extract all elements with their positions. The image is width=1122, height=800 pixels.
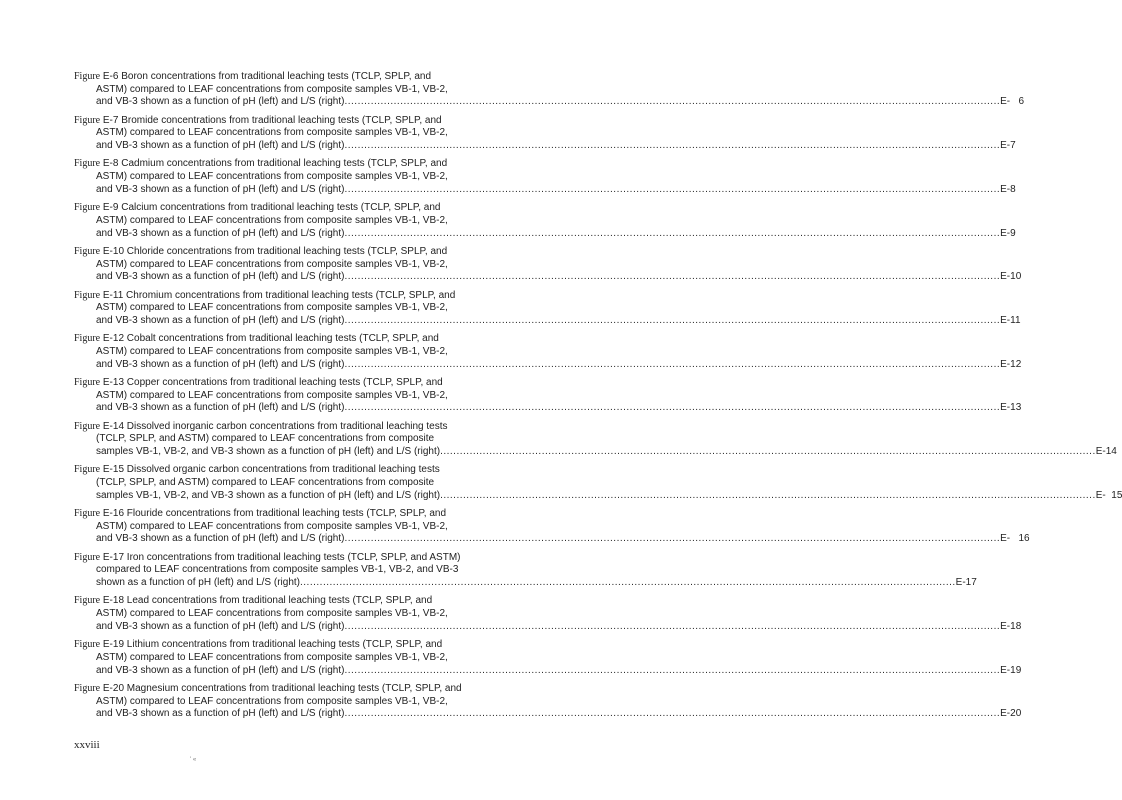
figure-entry <box>74 245 1022 284</box>
figure-entry-line <box>74 259 550 272</box>
figure-entry <box>74 114 1016 153</box>
figure-entry-last-line <box>74 140 1016 153</box>
figure-entry-line <box>74 215 550 228</box>
figure-entry-line <box>74 84 550 97</box>
figure-entry-line <box>74 302 550 315</box>
figure-caption-text: and VB-3 shown as a function of pH (left) and L/S (right) <box>96 533 345 545</box>
figure-entry <box>74 508 1030 546</box>
figure-page-ref: E- 16 <box>1000 533 1030 545</box>
dot-leader: ........................................................................................................................................................................................................ <box>344 620 1001 632</box>
figure-entry <box>74 420 1117 459</box>
figure-caption-text: shown as a function of pH (left) and L/S (right) <box>96 577 300 589</box>
figure-entry-line <box>74 127 550 140</box>
figure-caption-text: and VB-3 shown as a function of pH (left) and L/S (right) <box>96 314 345 326</box>
figure-caption-text: and VB-3 shown as a function of pH (left) and L/S (right) <box>96 227 345 239</box>
dot-leader: ........................................................................................................................................................................................................ <box>440 489 1096 501</box>
dot-leader: ........................................................................................................................................................................................................ <box>344 140 1001 152</box>
figure-entry <box>74 71 1025 109</box>
dot-leader: ........................................................................................................................................................................................................ <box>344 96 1001 108</box>
dot-leader: ........................................................................................................................................................................................................ <box>344 271 1001 283</box>
dot-leader: ........................................................................................................................................................................................................ <box>344 533 1001 545</box>
figure-entry-line <box>74 171 550 184</box>
figure-caption-text: (TCLP, SPLP, and ASTM) compared to LEAF concentrations from composite <box>96 477 435 489</box>
dot-leader: ........................................................................................................................................................................................................ <box>344 358 1001 370</box>
figure-page-ref: E-20 <box>1000 708 1022 720</box>
figure-page-ref: E- 6 <box>1000 96 1025 108</box>
figure-label: Figure <box>74 333 101 345</box>
figure-entry <box>74 333 1022 371</box>
figure-caption-text: and VB-3 shown as a function of pH (left) and L/S (right) <box>96 664 345 676</box>
figure-label: Figure <box>74 639 101 651</box>
figure-entry-line <box>74 652 550 665</box>
figure-caption-text: ASTM) compared to LEAF concentrations from composite samples VB-1, VB-2, <box>96 171 448 183</box>
figure-caption-text: samples VB-1, VB-2, and VB-3 shown as a function of pH (left) and L/S (right) <box>96 489 441 501</box>
figure-page-ref: E-12 <box>1000 358 1022 370</box>
figure-caption-text: E-13 Copper concentrations from traditional leaching tests (TCLP, SPLP, and <box>102 376 443 388</box>
figure-entry-line <box>74 639 550 652</box>
figure-label: Figure <box>74 376 101 388</box>
figure-caption-text: ASTM) compared to LEAF concentrations from composite samples VB-1, VB-2, <box>96 302 448 314</box>
figure-entry-last-line <box>74 533 1030 546</box>
figure-caption-text: E-20 Magnesium concentrations from traditional leaching tests (TCLP, SPLP, and <box>102 682 462 694</box>
figure-entry-line <box>74 477 550 490</box>
dot-leader: ........................................................................................................................................................................................................ <box>344 183 1001 195</box>
figure-page-ref: E-13 <box>1000 402 1022 414</box>
figure-entry-line <box>74 595 550 608</box>
figure-page-ref: E-10 <box>1000 271 1022 283</box>
figure-caption-text: and VB-3 shown as a function of pH (left) and L/S (right) <box>96 708 345 720</box>
figure-caption-text: and VB-3 shown as a function of pH (left) and L/S (right) <box>96 140 345 152</box>
figure-caption-text: E-15 Dissolved organic carbon concentrations from traditional leaching tests <box>102 464 440 476</box>
figure-entry <box>74 464 1122 502</box>
figure-caption-text: and VB-3 shown as a function of pH (left) and L/S (right) <box>96 358 345 370</box>
figure-caption-text: E-14 Dissolved inorganic carbon concentrations from traditional leaching tests <box>102 420 448 432</box>
figure-label: Figure <box>74 464 101 476</box>
figure-entry-last-line <box>74 577 977 590</box>
figure-caption-text: and VB-3 shown as a function of pH (left) and L/S (right) <box>96 402 345 414</box>
figure-caption-text: and VB-3 shown as a function of pH (left) and L/S (right) <box>96 183 345 195</box>
figure-caption-text: and VB-3 shown as a function of pH (left) and L/S (right) <box>96 271 345 283</box>
figure-label: Figure <box>74 202 101 214</box>
figure-caption-text: ASTM) compared to LEAF concentrations from composite samples VB-1, VB-2, <box>96 520 448 532</box>
figure-caption-text: E-9 Calcium concentrations from traditional leaching tests (TCLP, SPLP, and <box>102 202 441 214</box>
figure-caption-text: ASTM) compared to LEAF concentrations from composite samples VB-1, VB-2, <box>96 695 448 707</box>
figure-caption-text: ASTM) compared to LEAF concentrations from composite samples VB-1, VB-2, <box>96 651 448 663</box>
figure-entry-line <box>74 158 550 171</box>
figure-entry-last-line <box>74 358 1022 372</box>
figure-entry-line <box>74 464 550 477</box>
figure-entry-line <box>74 246 550 259</box>
figure-entry-last-line <box>74 620 1022 634</box>
figure-entry-last-line <box>74 708 1022 721</box>
figure-label: Figure <box>74 245 101 257</box>
figure-label: Figure <box>74 595 101 607</box>
figure-page-ref: E-8 <box>1000 183 1016 195</box>
figure-entry-line <box>74 696 550 709</box>
figure-entry-line <box>74 564 550 577</box>
figure-caption-text: and VB-3 shown as a function of pH (left) and L/S (right) <box>96 620 345 632</box>
figure-entry <box>74 376 1022 415</box>
figure-label: Figure <box>74 71 101 82</box>
figure-entry-line <box>74 115 550 128</box>
dot-leader: ........................................................................................................................................................................................................ <box>344 227 1001 239</box>
figure-entry-line <box>74 552 550 565</box>
figure-entry-last-line <box>74 183 1016 197</box>
figure-caption-text: E-8 Cadmium concentrations from traditional leaching tests (TCLP, SPLP, and <box>102 158 448 170</box>
figure-caption-text: ASTM) compared to LEAF concentrations from composite samples VB-1, VB-2, <box>96 214 448 226</box>
figure-label: Figure <box>74 158 101 170</box>
list-of-figures <box>74 71 1122 727</box>
figure-entry-line <box>74 202 550 215</box>
figure-caption-text: ASTM) compared to LEAF concentrations from composite samples VB-1, VB-2, <box>96 127 448 139</box>
figure-entry-last-line <box>74 446 1117 459</box>
figure-entry <box>74 289 1021 328</box>
figure-label: Figure <box>74 682 101 694</box>
figure-caption-text: E-17 Iron concentrations from traditional leaching tests (TCLP, SPLP, and ASTM) <box>102 551 461 563</box>
figure-caption-text: E-16 Flouride concentrations from traditional leaching tests (TCLP, SPLP, and <box>102 508 447 520</box>
figure-caption-text: ASTM) compared to LEAF concentrations from composite samples VB-1, VB-2, <box>96 389 448 401</box>
figure-entry-line <box>74 521 550 534</box>
figure-entry <box>74 639 1022 677</box>
figure-caption-text: (TCLP, SPLP, and ASTM) compared to LEAF concentrations from composite <box>96 433 435 445</box>
figure-page-ref: E-7 <box>1000 140 1016 152</box>
figure-caption-text: E-10 Chloride concentrations from traditional leaching tests (TCLP, SPLP, and <box>102 245 448 257</box>
figure-entry-line <box>74 508 550 521</box>
figure-entry <box>74 202 1016 240</box>
dot-leader: ........................................................................................................................................................................................................ <box>440 446 1096 458</box>
figure-caption-text: E-18 Lead concentrations from traditional leaching tests (TCLP, SPLP, and <box>102 595 433 607</box>
figure-entry-line <box>74 333 550 346</box>
figure-caption-text: samples VB-1, VB-2, and VB-3 shown as a function of pH (left) and L/S (right) <box>96 446 441 458</box>
dot-leader: ........................................................................................................................................................................................................ <box>300 577 956 589</box>
figure-entry-last-line <box>74 489 1122 503</box>
dot-leader: ........................................................................................................................................................................................................ <box>344 314 1001 326</box>
figure-caption-text: ASTM) compared to LEAF concentrations from composite samples VB-1, VB-2, <box>96 345 448 357</box>
figure-entry <box>74 551 977 590</box>
figure-entry-last-line <box>74 664 1022 678</box>
figure-label: Figure <box>74 508 101 520</box>
figure-entry-line <box>74 433 550 446</box>
dot-leader: ........................................................................................................................................................................................................ <box>344 708 1001 720</box>
figure-caption-text: and VB-3 shown as a function of pH (left) and L/S (right) <box>96 96 345 108</box>
figure-entry-last-line <box>74 314 1021 328</box>
figure-entry <box>74 158 1016 196</box>
figure-entry-line <box>74 377 550 390</box>
figure-entry-last-line <box>74 271 1022 284</box>
figure-caption-text: E-6 Boron concentrations from traditional leaching tests (TCLP, SPLP, and <box>102 71 432 82</box>
figure-caption-text: E-19 Lithium concentrations from traditional leaching tests (TCLP, SPLP, and <box>102 639 443 651</box>
figure-page-ref: E-17 <box>955 577 977 589</box>
figure-label: Figure <box>74 551 101 563</box>
figure-page-ref: E-18 <box>1000 620 1022 632</box>
figure-entry-last-line <box>74 227 1016 241</box>
dot-leader: ........................................................................................................................................................................................................ <box>344 664 1001 676</box>
page-number: xxviii <box>74 739 100 751</box>
figure-entry-line <box>74 290 550 303</box>
figure-entry-line <box>74 421 550 434</box>
figure-page-ref: E-19 <box>1000 664 1022 676</box>
figure-caption-text: E-12 Cobalt concentrations from traditional leaching tests (TCLP, SPLP, and <box>102 333 439 345</box>
figure-entry-line <box>74 683 550 696</box>
figure-entry-line <box>74 608 550 621</box>
figure-page-ref: E- 15 <box>1095 489 1122 501</box>
figure-page-ref: E-9 <box>1000 227 1016 239</box>
figure-caption-text: ASTM) compared to LEAF concentrations from composite samples VB-1, VB-2, <box>96 608 448 620</box>
figure-entry-last-line <box>74 402 1022 415</box>
figure-entry <box>74 682 1022 721</box>
figure-entry-line <box>74 346 550 359</box>
figure-page-ref: E-11 <box>1000 314 1021 326</box>
figure-entry-line <box>74 390 550 403</box>
figure-label: Figure <box>74 114 101 126</box>
figure-entry <box>74 595 1022 633</box>
scan-artifact: ' « <box>190 757 197 763</box>
figure-caption-text: E-7 Bromide concentrations from traditional leaching tests (TCLP, SPLP, and <box>102 114 442 126</box>
figure-caption-text: E-11 Chromium concentrations from traditional leaching tests (TCLP, SPLP, and <box>102 289 456 301</box>
dot-leader: ........................................................................................................................................................................................................ <box>344 402 1001 414</box>
figure-label: Figure <box>74 289 101 301</box>
figure-entry-last-line <box>74 96 1025 109</box>
figure-caption-text: compared to LEAF concentrations from composite samples VB-1, VB-2, and VB-3 <box>96 564 459 576</box>
figure-caption-text: ASTM) compared to LEAF concentrations from composite samples VB-1, VB-2, <box>96 83 448 95</box>
figure-label: Figure <box>74 420 101 432</box>
figure-page-ref: E-14 <box>1095 446 1117 458</box>
figure-caption-text: ASTM) compared to LEAF concentrations from composite samples VB-1, VB-2, <box>96 258 448 270</box>
figure-entry-line <box>74 71 550 84</box>
